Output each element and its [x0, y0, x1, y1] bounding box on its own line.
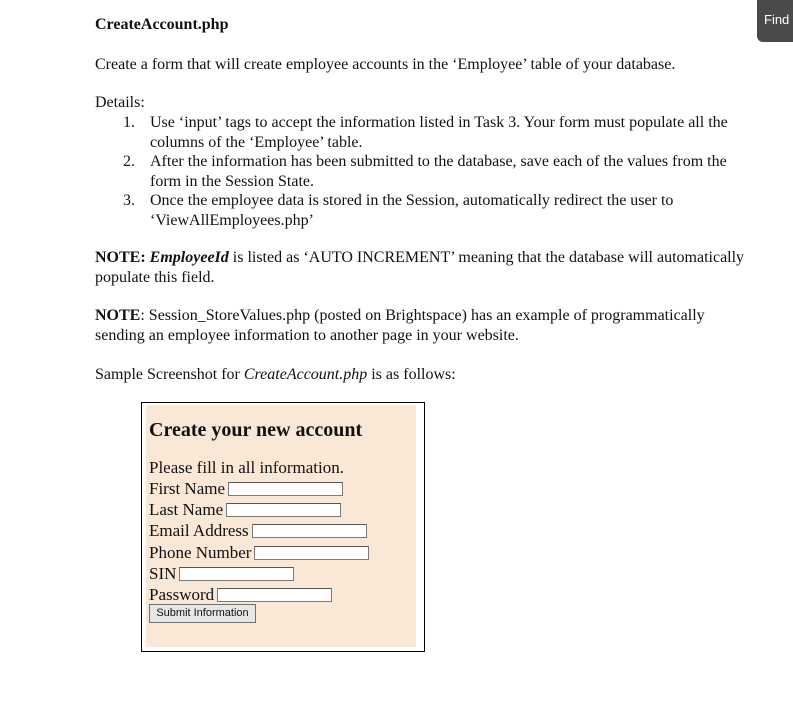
note-label: NOTE [95, 307, 141, 324]
sin-row [149, 564, 294, 584]
intro-paragraph: Create a form that will create employee accounts in the ‘Employee’ table of your database. [95, 56, 676, 73]
note-text: is listed as ‘AUTO INCREMENT’ meaning that the database will automatically populate this field. [95, 249, 745, 286]
password-input[interactable] [217, 588, 332, 602]
last-name-label: Last Name [149, 500, 224, 519]
find-button[interactable]: Find [757, 0, 793, 42]
list-item-text: Use ‘input’ tags to accept the information listed in Task 3. Your form must populate all the columns of the ‘Employee’ table. [150, 114, 728, 151]
first-name-row [149, 479, 343, 499]
sample-form [146, 405, 416, 647]
first-name-input[interactable] [228, 482, 343, 496]
document-title: CreateAccount.php [95, 16, 229, 33]
list-item-text: After the information has been submitted to the database, save each of the values from the form in the Session State. [150, 153, 727, 190]
phone-label: Phone Number [149, 543, 252, 562]
sample-form-heading: Create your new account [149, 419, 363, 441]
details-label: Details: [95, 94, 145, 111]
note-field-name: EmployeeId [149, 249, 229, 266]
list-item [95, 152, 745, 191]
sample-form-intro: Please fill in all information. [149, 458, 344, 477]
email-label: Email Address [149, 521, 249, 540]
last-name-input[interactable] [226, 503, 341, 517]
password-label: Password [149, 585, 215, 604]
list-item-number: 3. [123, 192, 135, 209]
first-name-label: First Name [149, 479, 226, 498]
sin-label: SIN [149, 564, 177, 583]
note-text: : Session_StoreValues.php (posted on Brightspace) has an example of programmatically sending an employee information to another page in your website. [95, 307, 705, 344]
list-item-number: 2. [123, 153, 135, 170]
password-row [149, 585, 332, 605]
sample-caption-file: CreateAccount.php [243, 366, 368, 383]
note-session-store [95, 306, 745, 345]
list-item-text: Once the employee data is stored in the Session, automatically redirect the user to ‘ViewAllEmployees.php’ [150, 192, 674, 229]
sample-caption: Sample Screenshot for CreateAccount.php is as follows: [95, 366, 456, 383]
list-item [95, 191, 745, 230]
list-item-number: 1. [123, 114, 135, 131]
phone-input[interactable] [254, 546, 369, 560]
sin-input[interactable] [179, 567, 294, 581]
details-list [95, 113, 745, 230]
submit-information-button[interactable]: Submit Information [149, 604, 256, 623]
last-name-row [149, 500, 341, 520]
email-input[interactable] [252, 524, 367, 538]
note-auto-increment [95, 248, 745, 287]
sample-screenshot [141, 402, 425, 652]
phone-row [149, 543, 369, 563]
note-label: NOTE: [95, 249, 146, 266]
list-item [95, 113, 745, 152]
email-row [149, 521, 367, 541]
